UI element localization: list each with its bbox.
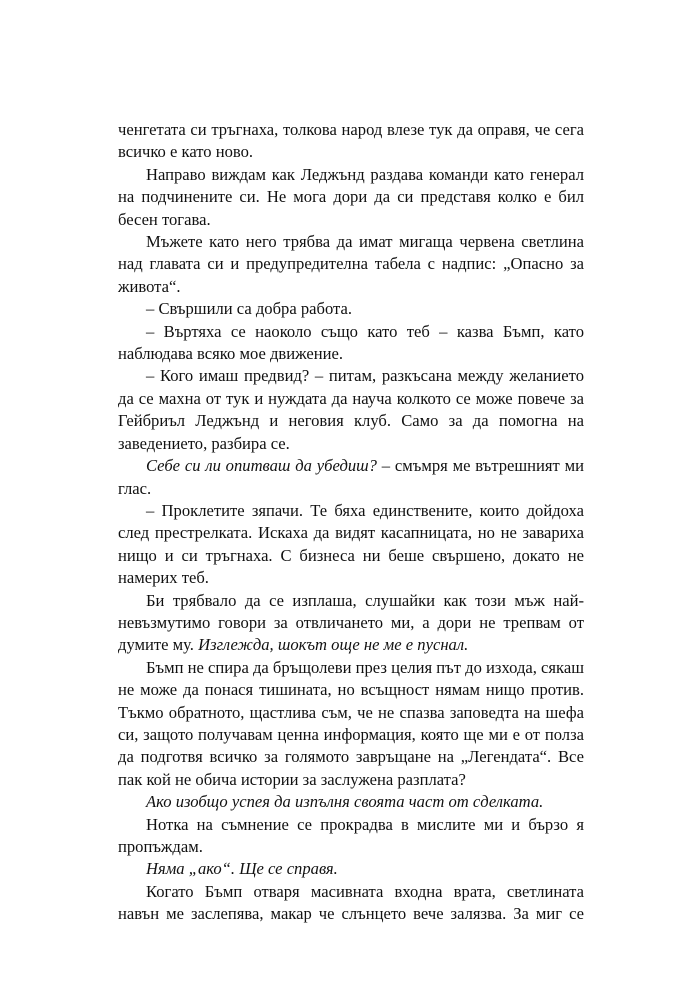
dialogue-line: – Въртяха се наоколо също като теб – казва Бъмп, като наблюдава всяко мое движение. [118,321,584,364]
paragraph [118,590,584,657]
paragraph: Направо виждам как Леджънд раздава команди като генерал на подчинените си. Не мога дори да си представя колко е бил бесен тогава. [118,164,584,229]
italic-thought: Себе си ли опитваш да убедиш? [146,456,377,476]
dialogue-line: – Кого имаш предвид? – питам, разкъсана между желанието да се махна от тук и нуждата да науча колкото се може повече за Гейбриъл Леджънд и неговия клуб. Само за да помогна на заведението, разбира се. [118,366,584,453]
italic-thought-line [118,791,584,813]
paragraph: Бъмп не спира да бръщолеви през целия път до изхода, сякаш не може да понася тишината, но всъщност нямам нищо против. Тъкмо обратното, щастлива съм, че не спазва заповедта на шефа си, защото получавам ценна информация, която ще ми е от полза да подготвя всичко за голямото завръщане на „Легендата“. Все пак кой не обича истории за заслужена разплата? [118,657,584,789]
italic-thought: Изглежда, шокът още не ме е пуснал. [198,635,469,655]
paragraph-inner-voice [118,455,584,500]
italic-thought: Няма „ако“. Ще се справя. [146,859,338,879]
italic-thought-line [118,858,584,880]
body-text [118,119,584,926]
dialogue-line: – Свършили са добра работа. [146,299,353,319]
italic-thought: Ако изобщо успея да изпълня своята част от сделката. [146,792,544,812]
paragraph-rest: – смъмря ме вътрешният ми глас. [118,456,584,498]
paragraph: Нотка на съмнение се прокрадва в мислите ми и бързо я пропъждам. [118,814,584,856]
paragraph-continuation: ченгетата си тръгнаха, толкова народ влезе тук да оправя, че сега всичко е като ново. [118,120,584,162]
dialogue-line: – Проклетите зяпачи. Те бяха единствените, които дойдоха след престрелката. Искаха да видят касапницата, но не завариха нищо и си тръгнаха. С бизнеса ни беше свършено, докато не намерих теб. [118,500,584,588]
paragraph-text: Би трябвало да се изплаша, слушайки как този мъж най-невъзмутимо говори за отвличането ми, а дори не трепвам от думите му. [118,590,584,655]
paragraph: Мъжете като него трябва да имат мигаща червена светлина над главата си и предупредителна табела с надпис: „Опасно за живота“. [118,232,584,296]
paragraph-last: Когато Бъмп отваря масивната входна врата, светлината навън ме заслепява, макар че слънцето вече залязва. За миг се [118,881,584,924]
